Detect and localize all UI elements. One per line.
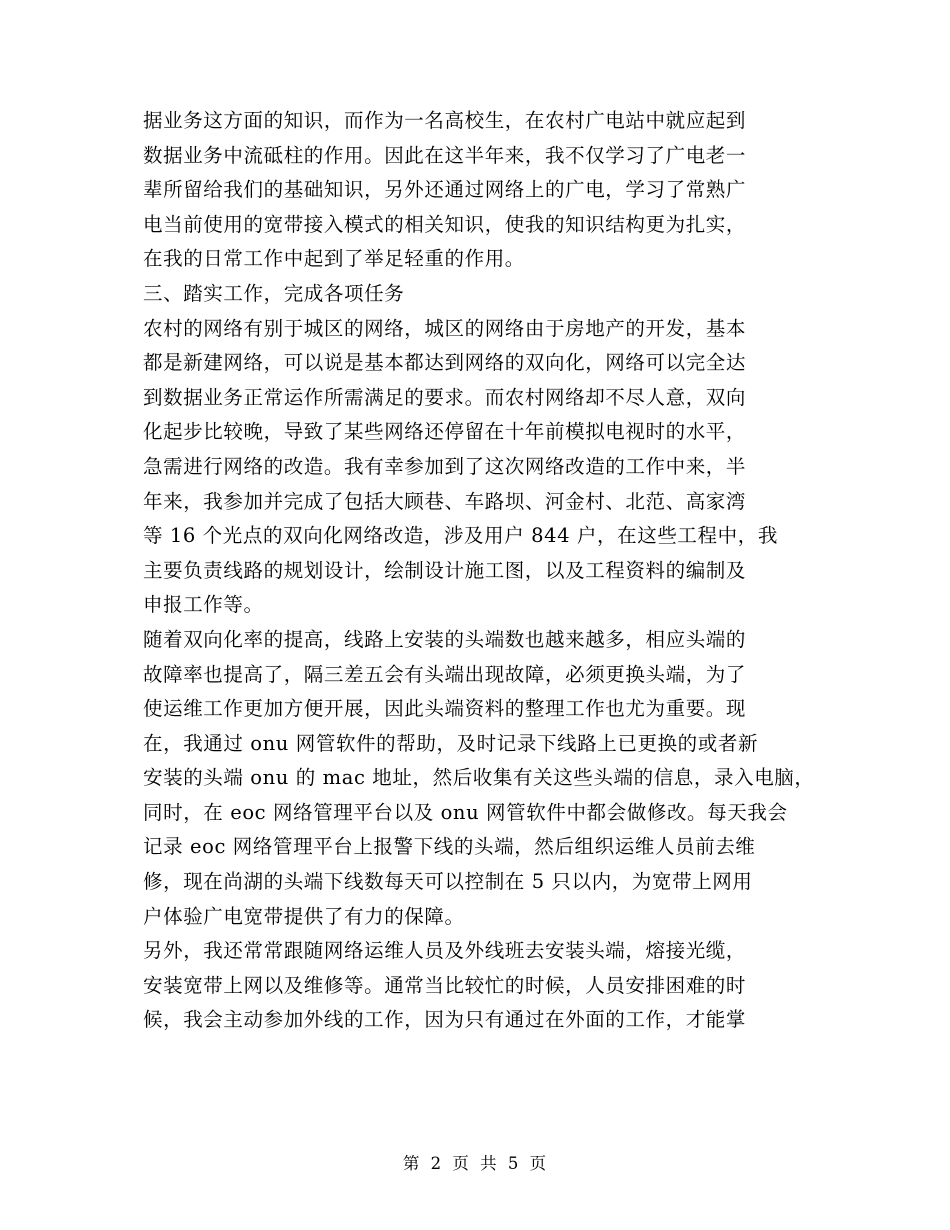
text-line: 修，现在尚湖的头端下线数每天可以控制在 5 只以内，为宽带上网用 <box>143 870 753 894</box>
text-line: 数据业务中流砥柱的作用。因此在这半年来，我不仅学习了广电老一 <box>143 143 747 167</box>
page-number-footer: 第 2 页 共 5 页 <box>402 1154 548 1173</box>
text-line: 在，我通过 onu 网管软件的帮助，及时记录下线路上已更换的或者新 <box>143 731 759 755</box>
text-line: 辈所留给我们的基础知识，另外还通过网络上的广电，学习了常熟广 <box>143 178 747 202</box>
text-line: 候，我会主动参加外线的工作，因为只有通过在外面的工作，才能掌 <box>143 1008 747 1032</box>
text-line: 故障率也提高了，隔三差五会有头端出现故障，必须更换头端，为了 <box>143 662 747 686</box>
text-line: 都是新建网络，可以说是基本都达到网络的双向化，网络可以完全达 <box>143 351 747 375</box>
text-line: 另外，我还常常跟随网络运维人员及外线班去安装头端，熔接光缆， <box>143 939 747 963</box>
text-line: 在我的日常工作中起到了举足轻重的作用。 <box>143 247 525 271</box>
text-line: 急需进行网络的改造。我有幸参加到了这次网络改造的工作中来，半 <box>143 454 747 478</box>
section-heading: 三、踏实工作，完成各项任务 <box>143 281 405 305</box>
text-line: 安装宽带上网以及维修等。通常当比较忙的时候，人员安排困难的时 <box>143 973 747 997</box>
text-line: 主要负责线路的规划设计，绘制设计施工图，以及工程资料的编制及 <box>143 558 747 582</box>
text-line: 户体验广电宽带提供了有力的保障。 <box>143 904 465 928</box>
text-line: 化起步比较晚，导致了某些网络还停留在十年前模拟电视时的水平， <box>143 420 747 444</box>
text-line: 据业务这方面的知识，而作为一名高校生，在农村广电站中就应起到 <box>143 109 747 132</box>
text-line: 等 16 个光点的双向化网络改造，涉及用户 844 户，在这些工程中，我 <box>143 524 778 548</box>
text-line: 记录 eoc 网络管理平台上报警下线的头端，然后组织运维人员前去维 <box>143 835 756 859</box>
text-line: 同时，在 eoc 网络管理平台以及 onu 网管软件中都会做修改。每天我会 <box>143 800 788 824</box>
text-line: 年来，我参加并完成了包括大顾巷、车路坝、河金村、北范、高家湾 <box>143 489 747 513</box>
text-line: 电当前使用的宽带接入模式的相关知识，使我的知识结构更为扎实， <box>143 212 747 236</box>
text-line: 农村的网络有别于城区的网络，城区的网络由于房地产的开发，基本 <box>143 316 747 340</box>
text-line: 使运维工作更加方便开展，因此头端资料的整理工作也尤为重要。现 <box>143 697 747 721</box>
text-line: 申报工作等。 <box>143 593 264 617</box>
text-line: 到数据业务正常运作所需满足的要求。而农村网络却不尽人意，双向 <box>143 385 747 409</box>
document-body <box>143 104 813 1038</box>
text-line: 安装的头端 onu 的 mac 地址，然后收集有关这些头端的信息，录入电脑， <box>143 766 815 790</box>
text-line: 随着双向化率的提高，线路上安装的头端数也越来越多，相应头端的 <box>143 627 747 651</box>
